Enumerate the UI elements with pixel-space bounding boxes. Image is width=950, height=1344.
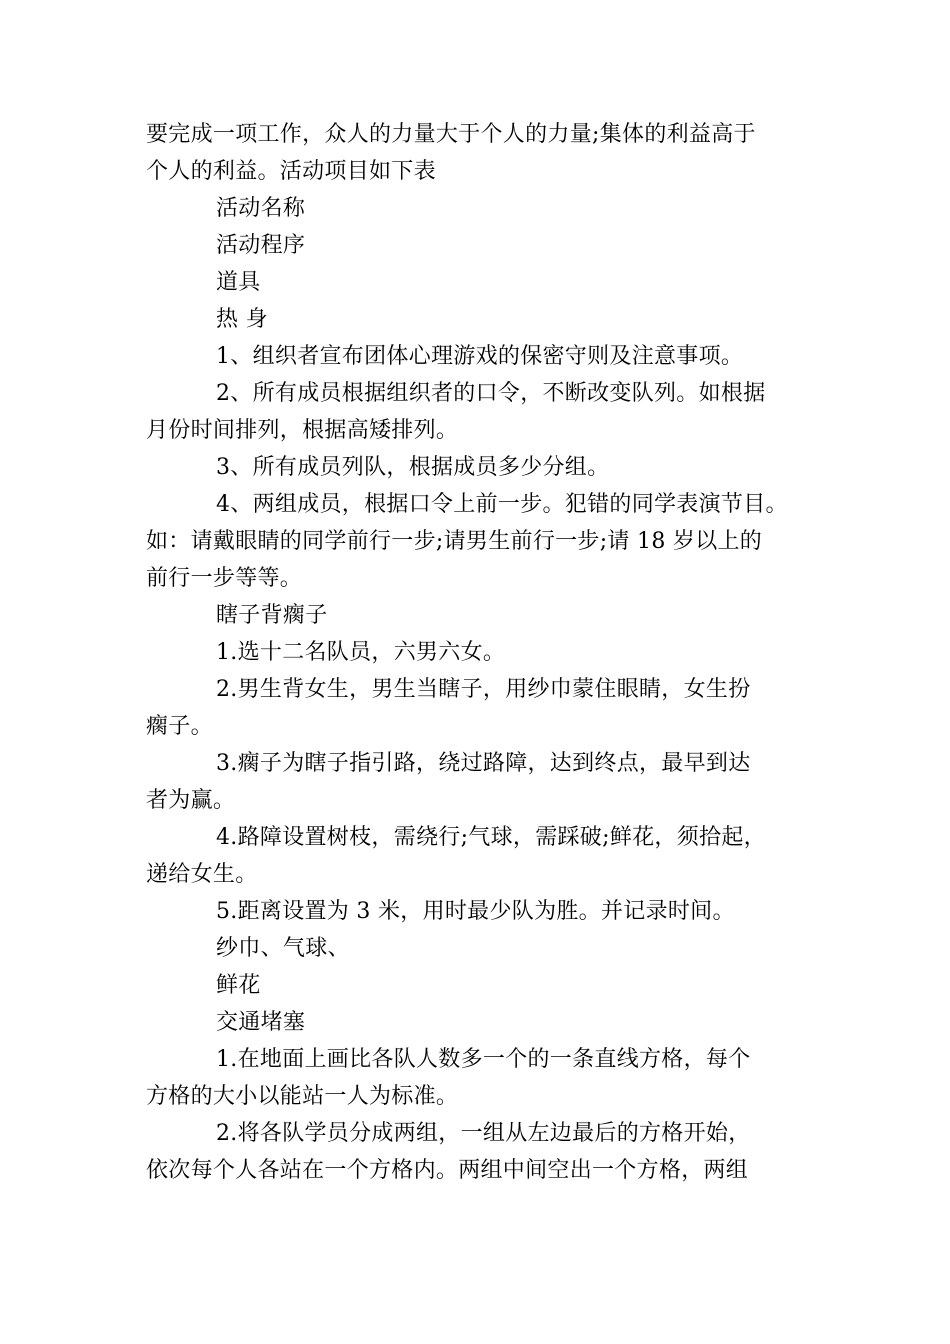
props-line: 鲜花 [216, 973, 261, 998]
text-line: 1.选十二名队员，六男六女。 [216, 640, 506, 665]
text-line: 5.距离设置为 3 米，用时最少队为胜。并记录时间。 [216, 899, 735, 924]
activity-title-blind-carries-lame: 瞎子背瘸子 [216, 603, 328, 628]
body-text [146, 116, 826, 1189]
activity-title-warmup: 热 身 [216, 307, 268, 332]
props-line: 纱巾、气球、 [216, 936, 350, 961]
text-line: 2.男生背女生，男生当瞎子，用纱巾蒙住眼睛，女生扮 [216, 677, 751, 702]
table-header-props: 道具 [216, 270, 261, 295]
text-line: 2、所有成员根据组织者的口令，不断改变队列。如根据 [216, 381, 766, 406]
text-line: 3.瘸子为瞎子指引路，绕过路障，达到终点，最早到达 [216, 751, 751, 776]
text-line: 递给女生。 [146, 862, 258, 887]
text-line: 2.将各队学员分成两组，一组从左边最后的方格开始， [216, 1121, 751, 1146]
text-line: 1、组织者宣布团体心理游戏的保密守则及注意事项。 [216, 344, 744, 369]
table-header-activity-name: 活动名称 [216, 196, 306, 221]
text-line: 1.在地面上画比各队人数多一个的一条直线方格，每个 [216, 1047, 751, 1072]
text-line: 个人的利益。活动项目如下表 [146, 159, 436, 184]
text-line: 4.路障设置树枝，需绕行;气球，需踩破;鲜花，须拾起， [216, 825, 766, 850]
text-line: 瘸子。 [146, 714, 213, 739]
text-line: 月份时间排列，根据高矮排列。 [146, 418, 459, 443]
text-line: 如：请戴眼睛的同学前行一步;请男生前行一步;请 18 岁以上的 [146, 529, 763, 554]
text-line: 方格的大小以能站一人为标准。 [146, 1084, 459, 1109]
text-line: 前行一步等等。 [146, 566, 303, 591]
text-line: 者为赢。 [146, 788, 236, 813]
text-line: 3、所有成员列队，根据成员多少分组。 [216, 455, 610, 480]
table-header-activity-procedure: 活动程序 [216, 233, 306, 258]
activity-title-traffic-jam: 交通堵塞 [216, 1010, 306, 1035]
text-line: 4、两组成员，根据口令上前一步。犯错的同学表演节目。 [216, 492, 788, 517]
text-line: 依次每个人各站在一个方格内。两组中间空出一个方格，两组 [146, 1158, 749, 1183]
text-line: 要完成一项工作，众人的力量大于个人的力量;集体的利益高于 [146, 122, 756, 147]
